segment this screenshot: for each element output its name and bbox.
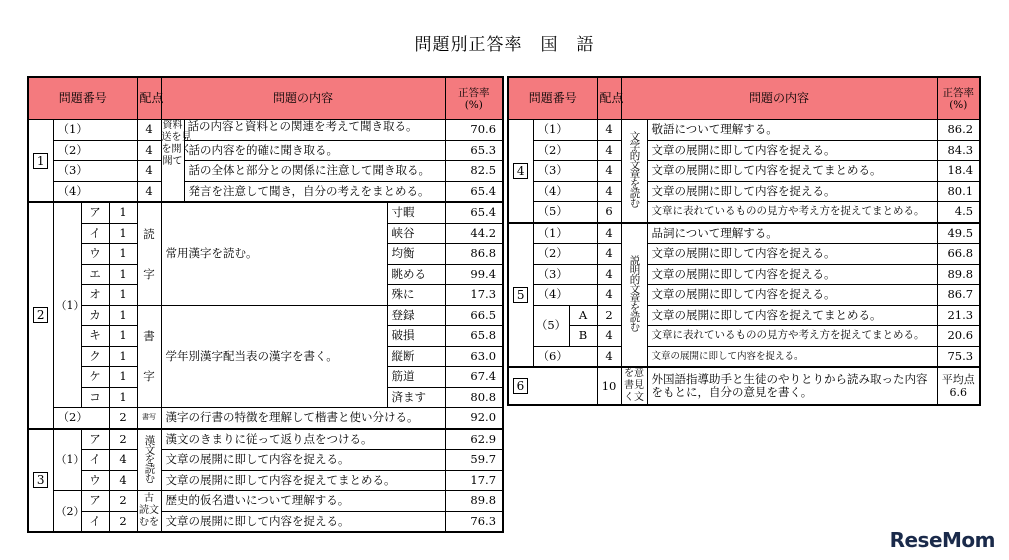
q4-sub: （4）: [533, 181, 597, 202]
resemom-logo: ReseMom: [889, 528, 995, 552]
q2-rate: 63.0: [445, 346, 503, 367]
q3-rate: 59.7: [445, 450, 503, 471]
q3-content: 文章の展開に即して内容を捉える。: [161, 450, 445, 471]
header-rate-text: 正答率 (%): [458, 86, 490, 111]
q2-word: 殊に: [387, 285, 445, 306]
q1-category-line: を開く: [161, 144, 192, 156]
table-row: [508, 326, 980, 347]
q4-content: 文章に表れているものの見方や考え方を捉えてまとめる。: [647, 202, 937, 223]
q1-category-line: 資料: [162, 120, 183, 132]
q3-category2: [137, 491, 161, 533]
q4-category: 文学的文章を読む: [628, 131, 641, 208]
q6-rate-label: 平均点: [941, 373, 975, 386]
q2-points: 1: [109, 346, 137, 367]
page-title: 問題別正答率 国 語: [414, 35, 595, 55]
q3-content: 文章の展開に即して内容を捉えてまとめる。: [161, 470, 445, 491]
q5-sub: （5）: [533, 305, 569, 346]
q2-word: 登録: [387, 305, 445, 326]
q5-points: 4: [597, 285, 621, 306]
q2-word: 均衡: [387, 244, 445, 265]
q1-points: 4: [137, 181, 161, 202]
q2-rate: 17.3: [445, 285, 503, 306]
q5-rate: 49.5: [937, 223, 980, 244]
table-row: [28, 511, 503, 532]
q2-sub1: （1）: [53, 202, 81, 408]
q6-category-line: く文: [624, 392, 645, 403]
q3-kana: ア: [81, 491, 109, 512]
header-problem-number-right: 問題番号: [508, 77, 597, 120]
q1-content-cell: 発言を注意して聞き，自分の考えをまとめる。: [161, 181, 445, 202]
q2-word: 寸暇: [387, 202, 445, 223]
q2-points: 1: [109, 223, 137, 244]
q2-word: 眺める: [387, 264, 445, 285]
q3-rate: 62.9: [445, 429, 503, 450]
q2-number-cell: [28, 202, 53, 429]
q5-rate: 66.8: [937, 244, 980, 265]
q5-content: 文章の展開に即して内容を捉える。: [647, 346, 937, 367]
q5-category: 説明的文章を読む: [628, 255, 641, 332]
q2-write-content: 学年別漢字配当表の漢字を書く。: [161, 305, 387, 408]
q5-kana: B: [569, 326, 597, 347]
q6-category: [621, 367, 647, 405]
q2-points: 1: [109, 326, 137, 347]
q5-points: 4: [597, 244, 621, 265]
table-row: [28, 305, 503, 326]
q2-kana: カ: [81, 305, 109, 326]
q5-category-cell: [621, 223, 647, 368]
table-row: [28, 429, 503, 450]
table-row: [508, 161, 980, 182]
q3-number: 3: [33, 472, 48, 488]
q2-rate: 65.8: [445, 326, 503, 347]
q1-points: 4: [137, 161, 161, 182]
q4-category-cell: [621, 120, 647, 223]
header-rate: [445, 77, 503, 120]
q2-write-category: [137, 305, 161, 408]
header-points: 配点: [137, 77, 161, 120]
q2-kana: オ: [81, 285, 109, 306]
q5-rate: 89.8: [937, 264, 980, 285]
q6-rate: 6.6: [949, 386, 968, 399]
table-row: [28, 120, 503, 141]
table-row: [28, 408, 503, 429]
q5-points: 4: [597, 223, 621, 244]
q5-number-cell: [508, 223, 533, 368]
q3-points: 4: [109, 470, 137, 491]
q4-points: 6: [597, 202, 621, 223]
table-row: [28, 470, 503, 491]
q3-sub1: （1）: [53, 429, 81, 491]
q4-rate: 80.1: [937, 181, 980, 202]
q2-number: 2: [33, 307, 48, 323]
right-results-table: [507, 76, 981, 406]
q2-kana: エ: [81, 264, 109, 285]
q5-rate: 75.3: [937, 346, 980, 367]
q3-rate: 17.7: [445, 470, 503, 491]
q2-kana: ウ: [81, 244, 109, 265]
q5-kana: A: [569, 305, 597, 326]
header-rate-right: [937, 77, 980, 120]
q5-content: 文章に表れているものの見方や考え方を捉えてまとめる。: [647, 326, 937, 347]
q3-category1: 漢文を読む: [143, 434, 156, 482]
q2-sub2-category: 書写: [137, 408, 161, 429]
q1-category: [161, 120, 192, 201]
q5-rate: 21.3: [937, 305, 980, 326]
table-row: [508, 367, 980, 405]
q2-read-category: [137, 202, 161, 305]
q5-sub: （3）: [533, 264, 597, 285]
q2-read-cat-char: 読: [143, 226, 155, 241]
q5-content: 文章の展開に即して内容を捉える。: [647, 264, 937, 285]
q5-sub: （4）: [533, 285, 597, 306]
table-row: [28, 140, 503, 161]
q4-content: 文章の展開に即して内容を捉える。: [647, 181, 937, 202]
q1-rate: 70.6: [445, 120, 503, 141]
header-problem-number: 問題番号: [28, 77, 137, 120]
q2-kana: ア: [81, 202, 109, 223]
q2-kana: ケ: [81, 367, 109, 388]
q2-word: 済ます: [387, 387, 445, 408]
q4-content: 敬語について理解する。: [647, 120, 937, 141]
table-row: [508, 285, 980, 306]
q3-category1-cell: [137, 429, 161, 491]
q2-word: 峡谷: [387, 223, 445, 244]
q2-points: 1: [109, 285, 137, 306]
q4-rate: 4.5: [937, 202, 980, 223]
q2-kana: コ: [81, 387, 109, 408]
q3-content: 文章の展開に即して内容を捉える。: [161, 511, 445, 532]
header-content-right: 問題の内容: [621, 77, 937, 120]
q4-content: 文章の展開に即して内容を捉える。: [647, 140, 937, 161]
q4-content: 文章の展開に即して内容を捉えてまとめる。: [647, 161, 937, 182]
q3-points: 2: [109, 491, 137, 512]
table-row: [508, 202, 980, 223]
q6-rate-cell: [937, 367, 980, 405]
q3-content: 漢文のきまりに従って返り点をつける。: [161, 429, 445, 450]
q5-points: 4: [597, 326, 621, 347]
q3-kana: イ: [81, 511, 109, 532]
q1-content-cell: 話の内容を的確に聞き取る。: [161, 140, 445, 161]
q2-rate: 86.8: [445, 244, 503, 265]
q1-number-cell: [28, 120, 53, 203]
q1-sub: （4）: [53, 181, 137, 202]
q2-points: 1: [109, 367, 137, 388]
q6-category-line: 書見: [624, 380, 645, 391]
header-points-right: 配点: [597, 77, 621, 120]
q1-rate: 82.5: [445, 161, 503, 182]
q5-points: 4: [597, 346, 621, 367]
q2-word: 筋道: [387, 367, 445, 388]
table-row: [28, 161, 503, 182]
q3-category2-line: 古: [144, 493, 155, 504]
q3-points: 4: [109, 450, 137, 471]
q2-kana: キ: [81, 326, 109, 347]
q6-category-line: を意: [624, 368, 645, 379]
q2-write-cat-char: 書: [143, 329, 155, 344]
q1-category-line: 送を見: [161, 132, 192, 144]
q4-rate: 18.4: [937, 161, 980, 182]
q4-points: 4: [597, 120, 621, 141]
q1-content-cell: 話の全体と部分との関係に注意して聞き取る。: [161, 161, 445, 182]
header-rate-right-text: 正答率 (%): [942, 86, 975, 111]
q3-category2-line: 読文: [139, 505, 160, 516]
q3-kana: ウ: [81, 470, 109, 491]
table-row: [508, 244, 980, 265]
table-row: [28, 450, 503, 471]
q2-sub2-content: 漢字の行書の特徴を理解して楷書と使い分ける。: [161, 408, 445, 429]
q6-number-cell: [508, 367, 597, 405]
q2-word: 縦断: [387, 346, 445, 367]
q3-points: 2: [109, 511, 137, 532]
q2-kana: イ: [81, 223, 109, 244]
q6-number: 6: [513, 378, 528, 394]
q1-number: 1: [33, 153, 48, 169]
q2-read-content: 常用漢字を読む。: [161, 202, 387, 305]
q5-content: 文章の展開に即して内容を捉える。: [647, 244, 937, 265]
q2-sub2-rate: 92.0: [445, 408, 503, 429]
q3-rate: 76.3: [445, 511, 503, 532]
q5-rate: 86.7: [937, 285, 980, 306]
q1-content: 話の内容と資料との関連を考えて聞き取る。: [187, 119, 418, 134]
q3-kana: イ: [81, 450, 109, 471]
q4-points: 4: [597, 140, 621, 161]
q3-kana: ア: [81, 429, 109, 450]
q4-rate: 84.3: [937, 140, 980, 161]
q1-points: 4: [137, 140, 161, 161]
q5-points: 4: [597, 264, 621, 285]
q3-category2-line: むを: [139, 517, 160, 528]
q2-points: 1: [109, 387, 137, 408]
table-row: [28, 181, 503, 202]
table-row: [508, 120, 980, 141]
table-row: [28, 202, 503, 223]
table-row: [508, 223, 980, 244]
q5-content: 品詞について理解する。: [647, 223, 937, 244]
q6-content: 外国語指導助手と生徒のやりとりから読み取った内容をもとに，自分の意見を書く。: [647, 367, 937, 405]
q4-points: 4: [597, 181, 621, 202]
q1-sub: （2）: [53, 140, 137, 161]
q5-sub: （1）: [533, 223, 597, 244]
q1-rate: 65.4: [445, 181, 503, 202]
q4-rate: 86.2: [937, 120, 980, 141]
q5-content: 文章の展開に即して内容を捉える。: [647, 285, 937, 306]
q2-sub2-points: 2: [109, 408, 137, 429]
q1-rate: 65.3: [445, 140, 503, 161]
q2-sub2: （2）: [53, 408, 109, 429]
table-row: [508, 305, 980, 326]
left-results-table: [27, 76, 504, 533]
q2-points: 1: [109, 202, 137, 223]
q1-sub: （1）: [53, 120, 137, 141]
q4-sub: （5）: [533, 202, 597, 223]
header-content: 問題の内容: [161, 77, 445, 120]
q3-number-cell: [28, 429, 53, 533]
q2-rate: 44.2: [445, 223, 503, 244]
q4-sub: （1）: [533, 120, 597, 141]
q1-sub: （3）: [53, 161, 137, 182]
q4-number-cell: [508, 120, 533, 223]
table-row: [28, 491, 503, 512]
q4-sub: （3）: [533, 161, 597, 182]
table-row: [508, 264, 980, 285]
q2-points: 1: [109, 264, 137, 285]
q1-category-line: 聞て: [162, 156, 183, 168]
q4-sub: （2）: [533, 140, 597, 161]
q2-rate: 67.4: [445, 367, 503, 388]
q2-points: 1: [109, 244, 137, 265]
q2-rate: 80.8: [445, 387, 503, 408]
q5-sub: （6）: [533, 346, 597, 367]
q3-rate: 89.8: [445, 491, 503, 512]
table-row: [508, 346, 980, 367]
q3-sub2: （2）: [53, 491, 81, 533]
q3-content: 歴史的仮名遣いについて理解する。: [161, 491, 445, 512]
table-row: [508, 181, 980, 202]
q4-number: 4: [513, 163, 528, 179]
q2-rate: 65.4: [445, 202, 503, 223]
q2-points: 1: [109, 305, 137, 326]
q2-rate: 99.4: [445, 264, 503, 285]
q5-rate: 20.6: [937, 326, 980, 347]
q3-points: 2: [109, 429, 137, 450]
q4-points: 4: [597, 161, 621, 182]
q5-content: 文章の展開に即して内容を捉えてまとめる。: [647, 305, 937, 326]
q5-points: 2: [597, 305, 621, 326]
q1-points: 4: [137, 120, 161, 141]
q6-points: 10: [597, 367, 621, 405]
q5-sub: （2）: [533, 244, 597, 265]
q2-read-cat-char: 字: [143, 266, 155, 281]
q2-write-cat-char: 字: [143, 369, 155, 384]
q2-word: 破損: [387, 326, 445, 347]
q2-rate: 66.5: [445, 305, 503, 326]
table-row: [508, 140, 980, 161]
q2-kana: ク: [81, 346, 109, 367]
q5-number: 5: [513, 287, 528, 303]
